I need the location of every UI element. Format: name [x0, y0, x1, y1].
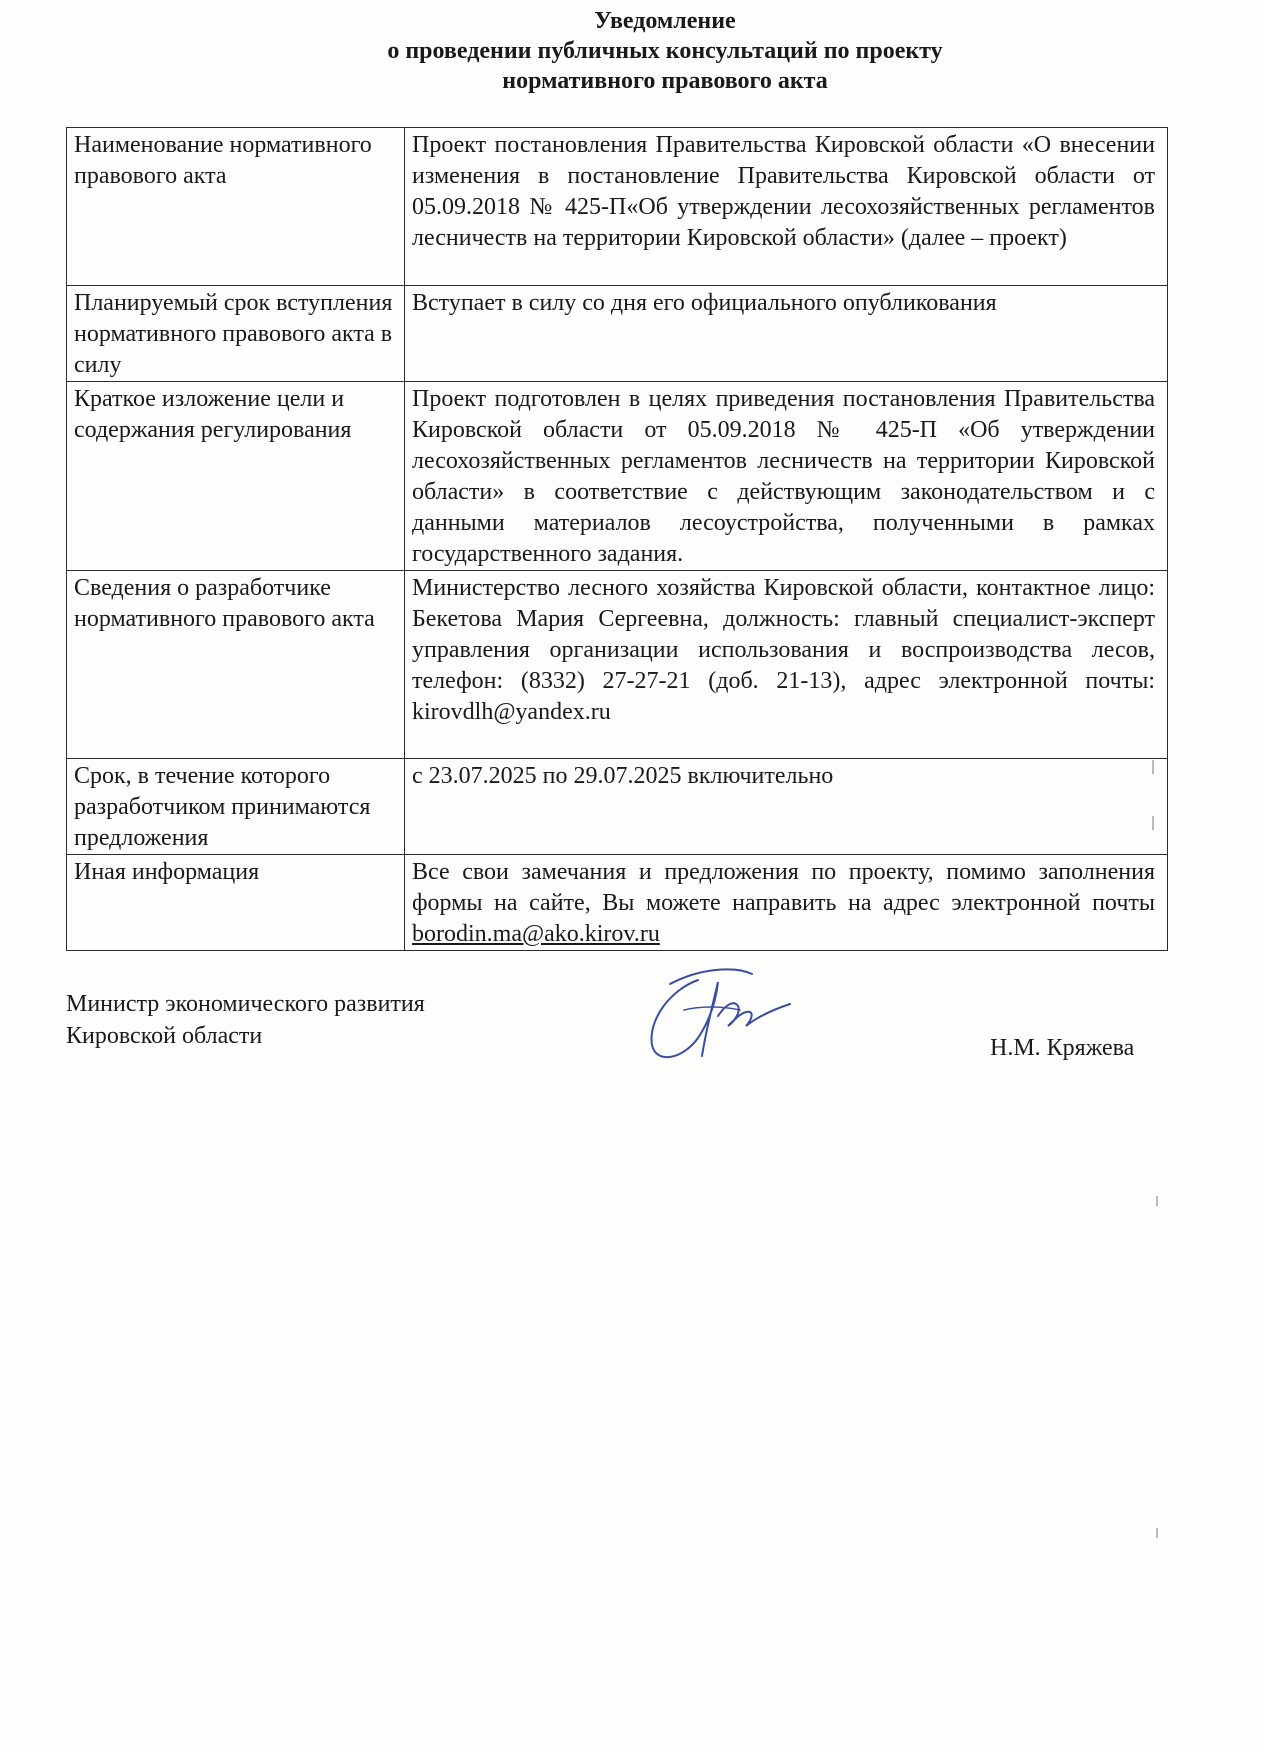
scan-artifact — [1152, 760, 1154, 774]
document-title — [0, 6, 1264, 96]
row-label: Сведения о разработчике нормативного правового акта — [67, 571, 405, 759]
row-label: Планируемый срок вступления нормативного правового акта в силу — [67, 286, 405, 382]
row-value: Министерство лесного хозяйства Кировской области, контактное лицо: Бекетова Мария Сергеевна, должность: главный специалист-эксперт управления организации использования и воспроизводства лесов, телефон: (8332) 27-27-21 (доб. 21-13), адрес электронной почты: kirovdlh@yandex.ru — [405, 571, 1168, 759]
email-link[interactable]: borodin.ma@ako.kirov.ru — [412, 921, 660, 947]
row-value: Проект подготовлен в целях приведения постановления Правительства Кировской области от 05.09.2018 № 425-П «Об утверждении лесохозяйственных регламентов лесничеств на территории Кировской области» в соответствие с действующим законодательством и с данными материалов лесоустройства, полученными в рамках государственного задания. — [405, 382, 1168, 571]
other-info-text: Все свои замечания и предложения по проекту, помимо заполнения формы на сайте, Вы можете направить на адрес электронной почты — [412, 859, 1155, 916]
handwritten-signature — [640, 960, 810, 1070]
title-line: о проведении публичных консультаций по проекту — [387, 38, 943, 64]
table-row — [67, 571, 1168, 759]
row-label: Иная информация — [67, 855, 405, 951]
title-line: Уведомление — [594, 8, 736, 34]
title-line: нормативного правового акта — [502, 68, 828, 94]
row-value: Проект постановления Правительства Кировской области «О внесении изменения в постановление Правительства Кировской области от 05.09.2018 № 425-П«Об утверждении лесохозяйственных регламентов лесничеств на территории Кировской области» (далее – проект) — [405, 128, 1168, 286]
row-label: Срок, в течение которого разработчиком принимаются предложения — [67, 759, 405, 855]
signer-position — [66, 988, 425, 1052]
row-label: Краткое изложение цели и содержания регулирования — [67, 382, 405, 571]
signer-position-line: Министр экономического развития — [66, 991, 425, 1017]
scan-artifact — [1156, 1528, 1158, 1538]
table-row — [67, 855, 1168, 951]
row-value — [405, 855, 1168, 951]
row-value: Вступает в силу со дня его официального опубликования — [405, 286, 1168, 382]
table-row — [67, 286, 1168, 382]
table-row — [67, 759, 1168, 855]
scan-artifact — [1156, 1196, 1158, 1206]
row-value: с 23.07.2025 по 29.07.2025 включительно — [405, 759, 1168, 855]
table-row — [67, 128, 1168, 286]
row-label: Наименование нормативного правового акта — [67, 128, 405, 286]
notice-table — [66, 127, 1168, 951]
signer-position-line: Кировской области — [66, 1023, 263, 1049]
table-row — [67, 382, 1168, 571]
scan-artifact — [1152, 816, 1154, 830]
signer-name: Н.М. Кряжева — [990, 1035, 1135, 1061]
